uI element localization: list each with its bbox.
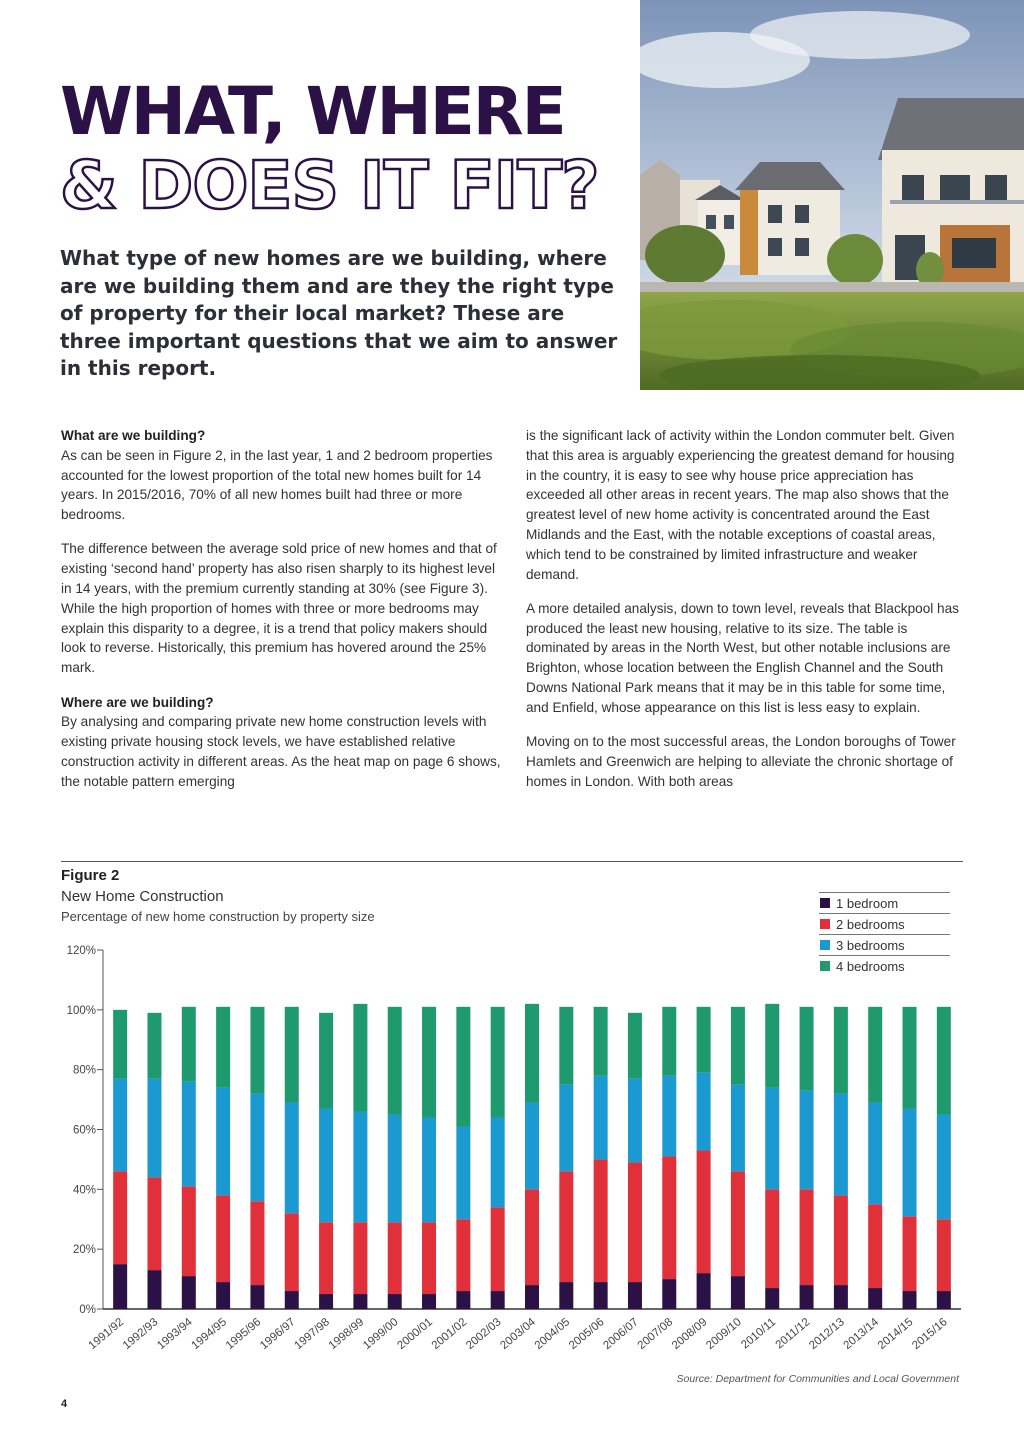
bar-segment-4-bedrooms xyxy=(525,1004,539,1103)
bar-segment-1-bedroom xyxy=(525,1285,539,1309)
bar-segment-1-bedroom xyxy=(319,1294,333,1309)
bar-segment-3-bedrooms xyxy=(319,1109,333,1223)
x-tick-label: 1996/97 xyxy=(258,1316,298,1353)
bar-segment-1-bedroom xyxy=(903,1291,917,1309)
y-tick-label: 20% xyxy=(72,1244,96,1257)
bar-segment-1-bedroom xyxy=(250,1285,264,1309)
bar-segment-2-bedrooms xyxy=(800,1189,814,1285)
bar-segment-3-bedrooms xyxy=(525,1103,539,1190)
bar-segment-2-bedrooms xyxy=(353,1222,367,1294)
hero-photo xyxy=(640,0,1024,390)
x-tick-label: 1999/00 xyxy=(361,1316,401,1353)
bar-segment-4-bedrooms xyxy=(834,1007,848,1094)
bar-segment-1-bedroom xyxy=(388,1294,402,1309)
body-column-left xyxy=(61,426,501,806)
x-tick-label: 2015/16 xyxy=(910,1316,950,1353)
bar-segment-3-bedrooms xyxy=(834,1094,848,1196)
bar-segment-3-bedrooms xyxy=(113,1079,127,1172)
x-tick-label: 2010/11 xyxy=(739,1316,779,1352)
bar-segment-1-bedroom xyxy=(147,1270,161,1309)
x-tick-label: 2008/09 xyxy=(669,1316,710,1353)
y-tick-label: 40% xyxy=(72,1184,96,1197)
legend-label: 1 bedroom xyxy=(836,895,899,911)
bar-segment-4-bedrooms xyxy=(697,1007,711,1073)
legend-label: 4 bedrooms xyxy=(836,958,905,974)
section-heading: What are we building? xyxy=(61,428,206,443)
x-tick-label: 1995/96 xyxy=(223,1316,264,1353)
bar-segment-4-bedrooms xyxy=(216,1007,230,1088)
bar-segment-3-bedrooms xyxy=(800,1091,814,1190)
bar-segment-2-bedrooms xyxy=(628,1162,642,1282)
bar-segment-2-bedrooms xyxy=(903,1216,917,1291)
bar-segment-1-bedroom xyxy=(868,1288,882,1309)
page-title-outline: & DOES IT FIT? xyxy=(60,147,599,224)
legend-swatch-icon xyxy=(820,919,830,929)
x-tick-label: 2004/05 xyxy=(532,1316,573,1353)
bar-segment-1-bedroom xyxy=(422,1294,436,1309)
bar-segment-2-bedrooms xyxy=(834,1195,848,1285)
bar-segment-1-bedroom xyxy=(765,1288,779,1309)
bar-segment-3-bedrooms xyxy=(697,1073,711,1151)
bar-segment-4-bedrooms xyxy=(868,1007,882,1103)
bar-segment-1-bedroom xyxy=(697,1273,711,1309)
body-column-right xyxy=(526,426,964,806)
bar-segment-4-bedrooms xyxy=(182,1007,196,1082)
legend-label: 3 bedrooms xyxy=(836,937,905,953)
x-tick-label: 2011/12 xyxy=(773,1316,813,1352)
x-tick-label: 2009/10 xyxy=(704,1316,744,1353)
x-tick-label: 2014/15 xyxy=(875,1316,916,1353)
bar-segment-3-bedrooms xyxy=(422,1118,436,1223)
bar-segment-4-bedrooms xyxy=(662,1007,676,1076)
bar-segment-3-bedrooms xyxy=(216,1088,230,1196)
page-title: WHAT, WHERE xyxy=(60,73,565,150)
bar-segment-3-bedrooms xyxy=(937,1115,951,1220)
bar-segment-3-bedrooms xyxy=(388,1115,402,1223)
bar-segment-4-bedrooms xyxy=(388,1007,402,1115)
y-tick-label: 60% xyxy=(72,1124,96,1137)
bar-segment-2-bedrooms xyxy=(525,1189,539,1285)
bar-segment-1-bedroom xyxy=(731,1276,745,1309)
bar-segment-2-bedrooms xyxy=(388,1222,402,1294)
figure-subtitle: Percentage of new home construction by property size xyxy=(61,909,375,924)
bar-segment-2-bedrooms xyxy=(456,1219,470,1291)
x-tick-label: 2001/02 xyxy=(429,1316,470,1353)
bar-segment-4-bedrooms xyxy=(937,1007,951,1115)
bar-segment-1-bedroom xyxy=(182,1276,196,1309)
bar-segment-2-bedrooms xyxy=(937,1219,951,1291)
bar-segment-2-bedrooms xyxy=(285,1213,299,1291)
bar-segment-2-bedrooms xyxy=(765,1189,779,1288)
x-tick-label: 2007/08 xyxy=(635,1316,676,1353)
x-tick-label: 2000/01 xyxy=(395,1316,435,1353)
bar-segment-1-bedroom xyxy=(937,1291,951,1309)
x-tick-label: 1992/93 xyxy=(120,1316,161,1353)
legend-label: 2 bedrooms xyxy=(836,916,905,932)
paragraph: The difference between the average sold price of new homes and that of existing ‘second hand’ property has also risen sharply to its highest level in 14 years, with the premium currently standing at 30% (see Figure 3). While the high proportion of homes with three or more bedrooms may explain this disparity to a degree, it is a trend that policy makers should look to reverse. Historically, this premium has hovered around the 25% mark. xyxy=(61,541,497,676)
bar-segment-1-bedroom xyxy=(800,1285,814,1309)
bar-segment-3-bedrooms xyxy=(456,1127,470,1220)
bar-segment-4-bedrooms xyxy=(422,1007,436,1118)
bar-segment-3-bedrooms xyxy=(182,1082,196,1187)
x-tick-label: 2012/13 xyxy=(807,1316,847,1353)
x-tick-label: 1994/95 xyxy=(189,1316,230,1353)
x-tick-label: 1991/92 xyxy=(86,1316,127,1353)
bar-segment-4-bedrooms xyxy=(147,1013,161,1079)
bar-segment-4-bedrooms xyxy=(559,1007,573,1085)
page-number: 4 xyxy=(61,1398,68,1410)
bar-segment-3-bedrooms xyxy=(765,1088,779,1190)
bar-segment-3-bedrooms xyxy=(868,1103,882,1205)
bar-segment-1-bedroom xyxy=(491,1291,505,1309)
bar-segment-1-bedroom xyxy=(628,1282,642,1309)
paragraph: By analysing and comparing private new home construction levels with existing private housing stock levels, we have established relative construction activity in different areas. As the heat map on page 6 shows, the notable pattern emerging xyxy=(61,714,501,789)
bar-segment-2-bedrooms xyxy=(216,1195,230,1282)
x-tick-label: 1997/98 xyxy=(292,1316,333,1353)
y-tick-label: 80% xyxy=(72,1064,96,1077)
paragraph: As can be seen in Figure 2, in the last year, 1 and 2 bedroom properties accounted for the lowest proportion of the total new homes built for 14 years. In 2015/2016, 70% of all new homes built had three or more bedrooms. xyxy=(61,447,493,523)
bar-segment-3-bedrooms xyxy=(250,1094,264,1202)
bar-segment-3-bedrooms xyxy=(628,1079,642,1163)
y-tick-label: 100% xyxy=(66,1004,96,1017)
figure-divider xyxy=(61,861,963,862)
bar-segment-1-bedroom xyxy=(594,1282,608,1309)
bar-segment-3-bedrooms xyxy=(903,1109,917,1217)
bar-segment-2-bedrooms xyxy=(422,1222,436,1294)
bar-segment-2-bedrooms xyxy=(868,1204,882,1288)
x-tick-label: 2003/04 xyxy=(498,1316,538,1353)
section-heading: Where are we building? xyxy=(61,694,214,710)
bar-segment-3-bedrooms xyxy=(491,1118,505,1208)
bar-segment-4-bedrooms xyxy=(628,1013,642,1079)
bar-segment-4-bedrooms xyxy=(285,1007,299,1103)
bar-segment-4-bedrooms xyxy=(594,1007,608,1076)
bar-segment-4-bedrooms xyxy=(353,1004,367,1112)
bar-segment-3-bedrooms xyxy=(662,1076,676,1157)
bar-segment-1-bedroom xyxy=(559,1282,573,1309)
bar-segment-2-bedrooms xyxy=(662,1156,676,1279)
x-tick-label: 1993/94 xyxy=(155,1316,195,1353)
bar-segment-4-bedrooms xyxy=(903,1007,917,1109)
bar-segment-2-bedrooms xyxy=(731,1171,745,1276)
bar-segment-3-bedrooms xyxy=(594,1076,608,1160)
y-tick-label: 120% xyxy=(66,945,96,957)
bar-segment-3-bedrooms xyxy=(559,1085,573,1172)
bar-segment-4-bedrooms xyxy=(731,1007,745,1085)
x-tick-label: 2006/07 xyxy=(601,1316,641,1353)
bar-segment-4-bedrooms xyxy=(456,1007,470,1127)
bar-segment-2-bedrooms xyxy=(113,1171,127,1264)
bar-segment-3-bedrooms xyxy=(147,1079,161,1178)
bar-segment-2-bedrooms xyxy=(147,1177,161,1270)
bar-segment-2-bedrooms xyxy=(182,1186,196,1276)
x-tick-label: 2005/06 xyxy=(567,1316,607,1353)
bar-segment-4-bedrooms xyxy=(765,1004,779,1088)
stacked-bar-chart xyxy=(0,930,1024,1370)
bar-segment-1-bedroom xyxy=(285,1291,299,1309)
bar-segment-1-bedroom xyxy=(113,1264,127,1309)
figure-label: Figure 2 xyxy=(61,867,120,884)
paragraph: Moving on to the most successful areas, the London boroughs of Tower Hamlets and Greenwich are helping to alleviate the chronic shortage of homes in London. With both areas xyxy=(526,734,956,789)
intro-lede: What type of new homes are we building, where are we building them and are they the right type of property for their local market? These are three important questions that we aim to answer in this report. xyxy=(60,246,618,380)
bar-segment-4-bedrooms xyxy=(800,1007,814,1091)
bar-segment-2-bedrooms xyxy=(594,1159,608,1282)
bar-segment-4-bedrooms xyxy=(113,1010,127,1079)
bar-segment-2-bedrooms xyxy=(250,1201,264,1285)
paragraph: A more detailed analysis, down to town level, reveals that Blackpool has produced the least new housing, relative to its size. The table is dominated by areas in the North West, but other notable inclusions are Brighton, whose location between the English Channel and the South Downs National Park means that it may be in this table for some time, and Enfield, whose appearance on this list is less easy to explain. xyxy=(526,600,959,715)
bar-segment-1-bedroom xyxy=(456,1291,470,1309)
bar-segment-2-bedrooms xyxy=(697,1150,711,1273)
x-tick-label: 1998/99 xyxy=(326,1316,367,1353)
bar-segment-2-bedrooms xyxy=(319,1222,333,1294)
bar-segment-3-bedrooms xyxy=(285,1103,299,1214)
bar-segment-4-bedrooms xyxy=(319,1013,333,1109)
bar-segment-4-bedrooms xyxy=(491,1007,505,1118)
bar-segment-1-bedroom xyxy=(353,1294,367,1309)
bar-segment-2-bedrooms xyxy=(559,1171,573,1282)
bar-segment-1-bedroom xyxy=(662,1279,676,1309)
figure-title: New Home Construction xyxy=(61,888,224,905)
bar-segment-3-bedrooms xyxy=(353,1112,367,1223)
paragraph: is the significant lack of activity within the London commuter belt. Given that this area is arguably experiencing the greatest demand for housing in the country, it is easy to see why house price appreciation has exceeded all other areas in recent years. The map also shows that the greatest level of new home activity is concentrated around the East Midlands and the East, with the notable exceptions of coastal areas, which tend to be constrained by limited infrastructure and weaker demand. xyxy=(526,428,955,582)
x-tick-label: 2002/03 xyxy=(464,1316,504,1353)
bar-segment-2-bedrooms xyxy=(491,1207,505,1291)
bar-segment-4-bedrooms xyxy=(250,1007,264,1094)
bar-segment-1-bedroom xyxy=(216,1282,230,1309)
bar-segment-1-bedroom xyxy=(834,1285,848,1309)
y-tick-label: 0% xyxy=(79,1304,96,1316)
x-tick-label: 2013/14 xyxy=(841,1316,882,1353)
figure-source: Source: Department for Communities and Local Government xyxy=(676,1373,959,1385)
legend-item-1-bedroom xyxy=(819,892,950,913)
bar-segment-3-bedrooms xyxy=(731,1085,745,1172)
legend-swatch-icon xyxy=(820,898,830,908)
